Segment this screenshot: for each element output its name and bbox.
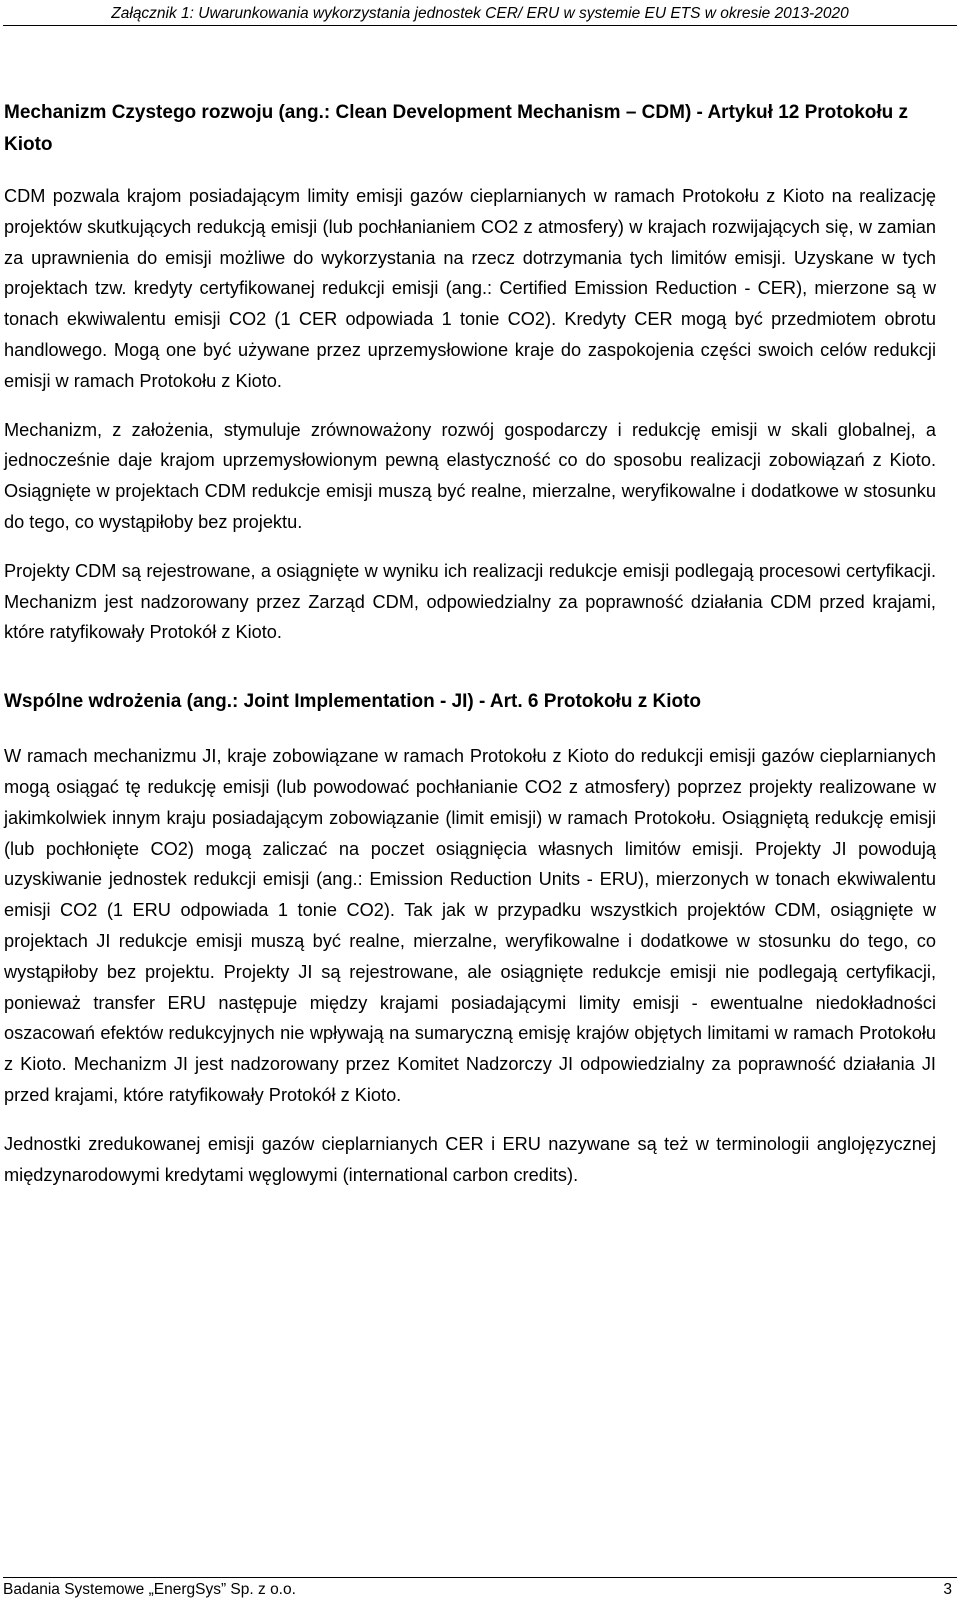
paragraph-cdm-3: Projekty CDM są rejestrowane, a osiągnięte w wyniku ich realizacji redukcje emisji podlegają procesowi certyfikacji. Mechanizm jest nadzorowany przez Zarząd CDM, odpowiedzialny za poprawność działania CDM przed krajami, które ratyfikowały Protokół z Kioto. — [4, 560, 936, 643]
section-heading-ji: Wspólne wdrożenia (ang.: Joint Implementation - JI) - Art. 6 Protokołu z Kioto — [4, 691, 702, 713]
running-header: Załącznik 1: Uwarunkowania wykorzystania jednostek CER/ ERU w systemie EU ETS w okresie 2013-2020 — [111, 5, 849, 22]
paragraph-ji-2: Jednostki zredukowanej emisji gazów cieplarnianych CER i ERU nazywane są też w terminologii anglojęzycznej międzynarodowymi kredytami węglowymi (international carbon credits). — [4, 1133, 936, 1185]
footer-divider — [3, 1577, 957, 1578]
paragraph-ji-1: W ramach mechanizmu JI, kraje zobowiązane w ramach Protokołu z Kioto do redukcji emisji gazów cieplarnianych mogą osiągać tę redukcję emisji (lub powodować pochłanianie CO2 z atmosfery) poprzez projekty realizowane w jakimkolwiek innym kraju posiadającym zobowiązanie (limit emisji) w ramach Protokołu. Osiągniętą redukcję emisji (lub pochłonięte CO2) mogą zaliczać na poczet osiągnięcia własnych limitów emisji. Projekty JI powodują uzyskiwanie jednostek redukcji emisji (ang.: Emission Reduction Units - ERU), mierzonych w tonach ekwiwalentu emisji CO2 (1 ERU odpowiada 1 tonie CO2). Tak jak w przypadku wszystkich projektów CDM, osiągnięte w projektach JI redukcje emisji muszą być realne, mierzalne, weryfikowalne i dodatkowe w stosunku do tego, co wystąpiłoby bez projektu. Projekty JI są rejestrowane, ale osiągnięte redukcje emisji nie podlegają certyfikacji, ponieważ transfer ERU następuje między krajami posiadającymi limity emisji - ewentualne niedokładności oszacowań efektów redukcyjnych nie wpływają na sumaryczną emisję krajów objętych limitami w ramach Protokołu z Kioto. Mechanizm JI jest nadzorowany przez Komitet Nadzorczy JI odpowiedzialny za poprawność działania JI przed krajami, które ratyfikowały Protokół z Kioto. — [4, 746, 936, 1105]
paragraph-cdm-2: Mechanizm, z założenia, stymuluje zrównoważony rozwój gospodarczy i redukcję emisji w skali globalnej, a jednocześnie daje krajom uprzemysłowionym pewną elastyczność co do sposobu realizacji zobowiązań z Kioto. Osiągnięte w projektach CDM redukcje emisji muszą być realne, mierzalne, weryfikowalne i dodatkowe w stosunku do tego, co wystąpiłoby bez projektu. — [4, 419, 936, 532]
section-heading-cdm: Mechanizm Czystego rozwoju (ang.: Clean Development Mechanism – CDM) - Artykuł 12 Protokołu z Kioto — [4, 102, 909, 155]
section-cdm — [4, 97, 936, 648]
header-divider — [3, 25, 957, 26]
paragraph-cdm-1: CDM pozwala krajom posiadającym limity emisji gazów cieplarnianych w ramach Protokołu z Kioto na realizację projektów skutkujących redukcją emisji (lub pochłanianiem CO2 z atmosfery) w krajach rozwijających się, w zamian za uprawnienia do emisji możliwe do wykorzystania na rzecz dotrzymania tych limitów emisji. Uzyskane w tych projektach tzw. kredyty certyfikowanej redukcji emisji (ang.: Certified Emission Reduction - CER), mierzone są w tonach ekwiwalentu emisji CO2 (1 CER odpowiada 1 tonie CO2). Kredyty CER mogą być przedmiotem obrotu handlowego. Mogą one być używane przez uprzemysłowione kraje do zaspokojenia części swoich celów redukcji emisji w ramach Protokołu z Kioto. — [4, 186, 936, 391]
document-body — [4, 97, 936, 1190]
section-ji — [4, 686, 936, 1190]
page-number: 3 — [943, 1581, 952, 1598]
footer-publisher: Badania Systemowe „EnergSys” Sp. z o.o. — [3, 1581, 296, 1598]
